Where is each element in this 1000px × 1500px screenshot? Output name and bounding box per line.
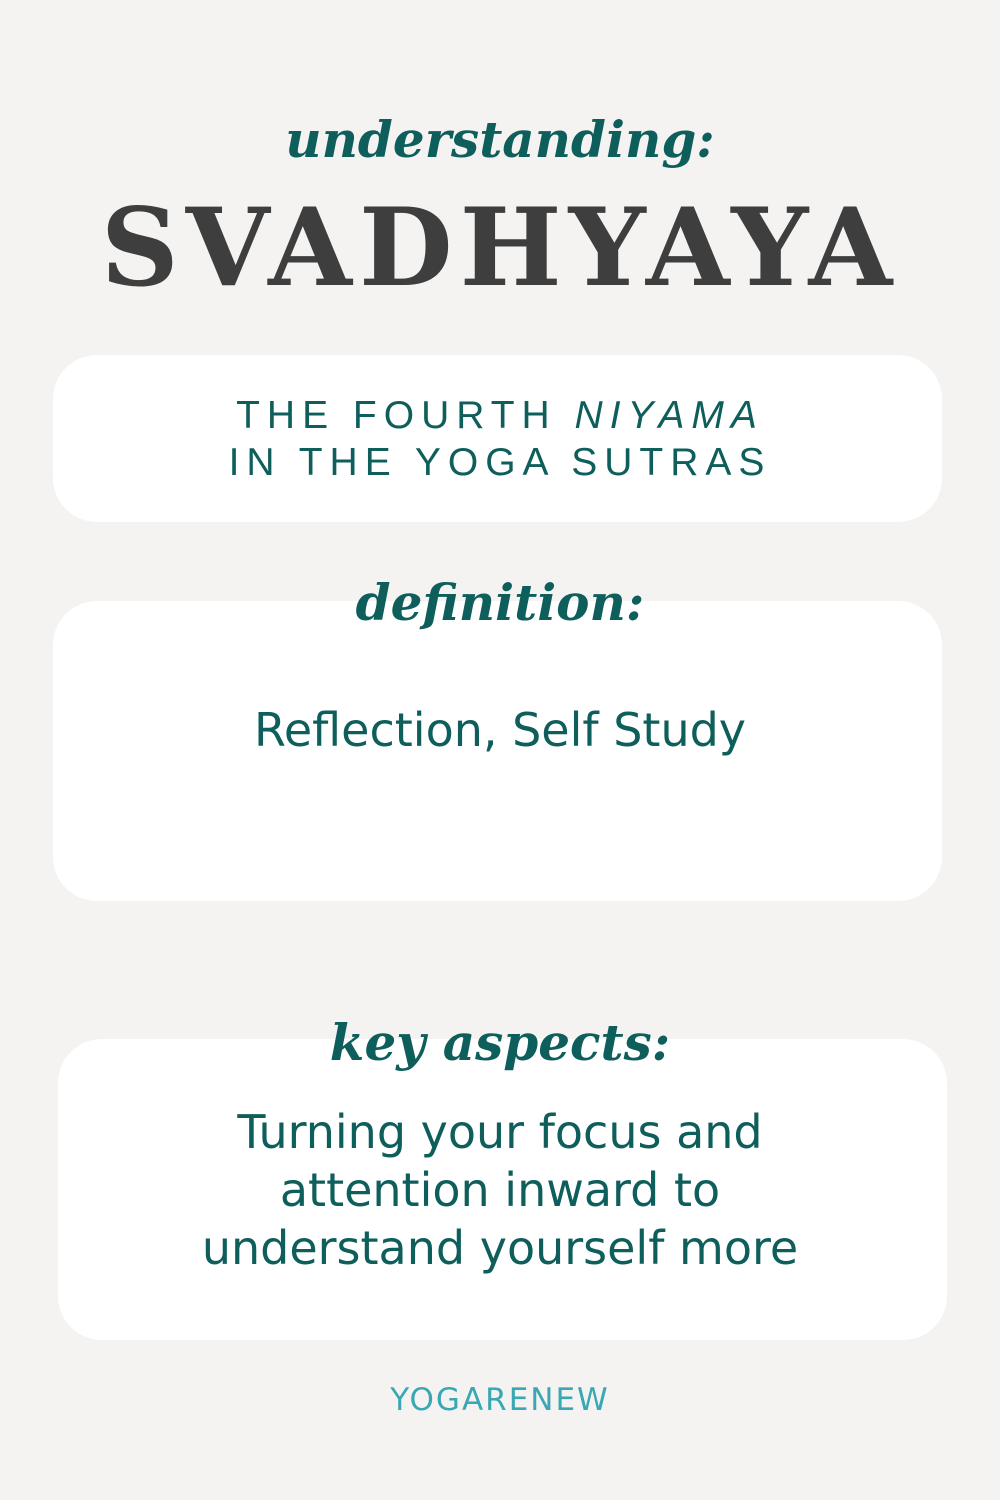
subtitle-line-2: IN THE YOGA SUTRAS — [228, 441, 772, 484]
key-aspects-heading: key aspects: — [329, 1013, 671, 1072]
subtitle-emphasis: NIYAMA — [574, 394, 764, 437]
key-aspects-line-3: understand yourself more — [201, 1221, 799, 1275]
definition-heading: definition: — [355, 573, 645, 632]
key-aspects-text — [0, 1103, 1000, 1277]
understanding-kicker: understanding: — [285, 110, 715, 169]
key-aspects-line-2: attention inward to — [279, 1163, 721, 1217]
subtitle-prefix: THE FOURTH — [236, 394, 575, 437]
niyama-subtitle — [0, 392, 1000, 486]
subtitle-line-1 — [0, 392, 1000, 439]
brand-logo: YOGARENEW — [390, 1382, 610, 1418]
definition-text: Reflection, Self Study — [253, 703, 747, 757]
key-aspects-line-1: Turning your focus and — [237, 1105, 763, 1159]
page-title: SVADHYAYA — [100, 185, 900, 311]
